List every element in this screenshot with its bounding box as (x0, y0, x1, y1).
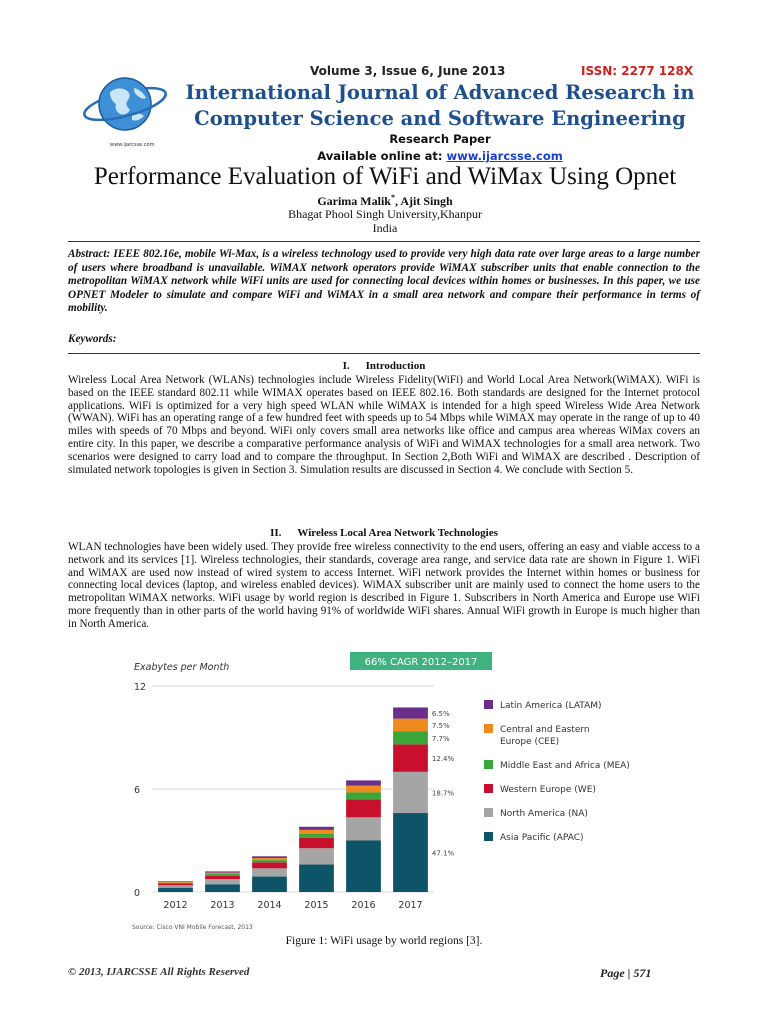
section-number: II. (270, 527, 282, 539)
logo-caption: www.ijarcsse.com (110, 142, 155, 148)
chart-legend-swatch (484, 724, 493, 733)
chart-bar-segment (393, 744, 428, 771)
chart-bar-segment (205, 874, 240, 876)
globe-icon (80, 70, 170, 150)
available-prefix: Available online at: (317, 149, 447, 163)
chart-bar-segment (299, 838, 334, 848)
chart-xtick-label: 2013 (210, 900, 235, 911)
chart-canvas (122, 650, 662, 932)
chart-bar-segment (346, 817, 381, 840)
wifi-usage-chart (122, 650, 662, 937)
chart-xtick-label: 2012 (163, 900, 188, 911)
chart-bar-segment (346, 786, 381, 793)
chart-bar-segment (346, 841, 381, 893)
chart-ytick-label: 12 (134, 682, 147, 693)
chart-bar-segment (346, 780, 381, 785)
chart-share-label: 6.5% (431, 710, 450, 719)
section-heading-wlan (68, 527, 700, 539)
chart-legend-label: Europe (CEE) (500, 737, 560, 747)
chart-legend-swatch (484, 808, 493, 817)
chart-bar-segment (205, 876, 240, 879)
country: India (372, 221, 398, 235)
chart-bar-segment (158, 884, 193, 886)
chart-bar-segment (393, 707, 428, 718)
chart-bar-segment (158, 885, 193, 887)
chart-bar-segment (346, 799, 381, 817)
chart-bar-segment (252, 868, 287, 876)
chart-bar-segment (205, 879, 240, 884)
chart-bar-segment (299, 830, 334, 834)
intro-paragraph: Wireless Local Area Network (WLANs) technologies include Wireless Fidelity(WiFi) and World Local Area Network(WiMAX). WiFi is based on the IEEE standard 802.11 while WIMAX operates based on IEEE 802.16. Both standards are designed for the Internet protocol applications. WiFi is optimized for a very high speed WLAN while WiMAX is intended for a high speed Wireless Wide Area Network (WWAN). WiFi has an operating range of a few hundred feet with speeds up to 54 Mbps while WiMAX may operate in the range of up to 40 miles with speeds of 70 Mbps and beyond. WiFi only covers small area networks like office and campus area whereas WiMax covers an entire city. In this paper, we describe a comparative performance analysis of WiFi and WiMAX technologies for a small area network. Two scenarios were designed to carry load and to compare the throughput. In Section 2,Both WiFi and WiMAX are described . Description of simulated network topologies is given in Section 3. Simulation results are discussed in Section 4. We conclude with Section 5. (68, 374, 700, 476)
journal-url-link[interactable]: www.ijarcsse.com (446, 149, 563, 163)
chart-bar-segment (299, 848, 334, 864)
chart-ylabel: Exabytes per Month (134, 662, 230, 673)
chart-bar-segment (158, 881, 193, 882)
chart-legend-swatch (484, 760, 493, 769)
chart-bar-segment (393, 731, 428, 744)
chart-bar-segment (252, 858, 287, 860)
section-number: I. (342, 360, 350, 372)
chart-bar-segment (299, 827, 334, 830)
author-separator: , (394, 194, 401, 208)
chart-share-label: 7.7% (431, 734, 450, 743)
chart-ytick-label: 0 (134, 888, 141, 899)
divider-bottom (68, 353, 700, 354)
chart-bar-segment (252, 860, 287, 862)
chart-legend-label: Middle East and Africa (MEA) (500, 761, 630, 771)
chart-legend-label: North America (NA) (500, 809, 588, 819)
journal-title-line1: International Journal of Advanced Research in (185, 81, 695, 104)
page-separator: | (624, 966, 634, 980)
chart-bar-segment (158, 888, 193, 892)
journal-title-line2: Computer Science and Software Engineering (194, 107, 686, 130)
page-value: 571 (633, 966, 652, 980)
section-heading-intro (68, 360, 700, 372)
chart-bar-segment (158, 882, 193, 883)
section-title: Wireless Local Area Network Technologies (297, 527, 498, 539)
chart-bar-segment (393, 719, 428, 732)
chart-title: 66% CAGR 2012–2017 (364, 657, 478, 668)
chart-legend-label: Asia Pacific (APAC) (500, 833, 584, 843)
author-1: Garima Malik (317, 194, 391, 208)
chart-share-label: 7.5% (431, 722, 450, 731)
copyright: © 2013, IJARCSSE All Rights Reserved (68, 966, 250, 978)
abstract: Abstract: IEEE 802.16e, mobile Wi-Max, is a wireless technology used to provide very high data rate over large areas to a large number of users where broadband is unavailable. WiMAX network operators provide WiMAX subscriber units that enable connection to the metropolitan WiMAX network while WiFi units are used for connecting local devices within homes or businesses. In this paper, we use OPNET Modeler to simulate and compare WiFi and WiMAX in a small area network and compare their performance in terms of mobility. (68, 248, 700, 315)
chart-xtick-label: 2015 (304, 900, 329, 911)
author-2: Ajit Singh (400, 194, 453, 208)
section-title: Introduction (365, 360, 426, 372)
chart-legend-label: Latin America (LATAM) (500, 701, 602, 711)
chart-legend-label: Central and Eastern (500, 725, 590, 735)
chart-bar-segment (205, 884, 240, 892)
chart-source: Source: Cisco VNI Mobile Forecast, 2013 (132, 924, 253, 931)
chart-bar-segment (205, 873, 240, 874)
chart-legend-swatch (484, 784, 493, 793)
chart-share-label: 47.1% (431, 849, 455, 858)
divider-top (68, 241, 700, 242)
chart-bar-segment (205, 871, 240, 872)
paper-title: Performance Evaluation of WiFi and WiMax Using Opnet (93, 163, 677, 190)
chart-xtick-label: 2016 (351, 900, 376, 911)
chart-share-label: 12.4% (431, 755, 455, 764)
chart-bar-segment (158, 883, 193, 884)
chart-legend-swatch (484, 832, 493, 841)
chart-bar-segment (393, 772, 428, 813)
chart-bar-segment (252, 877, 287, 892)
journal-logo (80, 70, 170, 155)
chart-ytick-label: 6 (134, 785, 141, 796)
chart-bar-segment (346, 792, 381, 799)
chart-xtick-label: 2014 (257, 900, 282, 911)
keywords: Keywords: (68, 333, 117, 345)
availability (180, 149, 700, 163)
chart-legend-swatch (484, 700, 493, 709)
chart-bar-segment (299, 865, 334, 892)
chart-bar-segment (252, 862, 287, 868)
chart-legend-label: Western Europe (WE) (500, 785, 596, 795)
page-number (600, 966, 651, 981)
issn: ISSN: 2277 128X (581, 64, 694, 78)
chart-bar-segment (252, 856, 287, 858)
page-label: Page (600, 966, 625, 980)
chart-bar-segment (393, 813, 428, 892)
chart-bar-segment (299, 834, 334, 838)
figure-caption: Figure 1: WiFi usage by world regions [3]. (285, 935, 483, 947)
wlan-paragraph: WLAN technologies have been widely used. They provide free wireless connectivity to the end users, offering an easy and viable access to a network and its services [1]. Wireless technologies, their standards, coverage area range, and service data rate are shown in Figure 1. WiFi and WiMAX are used now instead of wired system to access Internet. WiFi network provides the Internet within homes or business for connecting local devices (laptop, and wireless enabled devices). WiMAX subscriber unit are mainly used to connect the home users to the metropolitan WiMAX networks. WiFi usage by world region is described in Figure 1. Subscribers in North America and Europe use WiFi more frequently than in other parts of the world having 91% of worldwide WiFi shares. Annual WiFi growth in Europe is much higher than in North America. (68, 541, 700, 630)
chart-share-label: 18.7% (431, 789, 455, 798)
volume-info: Volume 3, Issue 6, June 2013 (310, 64, 506, 78)
paper-type: Research Paper (389, 132, 491, 146)
author-1-mark: * (390, 193, 395, 202)
chart-xtick-label: 2017 (398, 900, 423, 911)
affiliation: Bhagat Phool Singh University,Khanpur (288, 207, 482, 221)
